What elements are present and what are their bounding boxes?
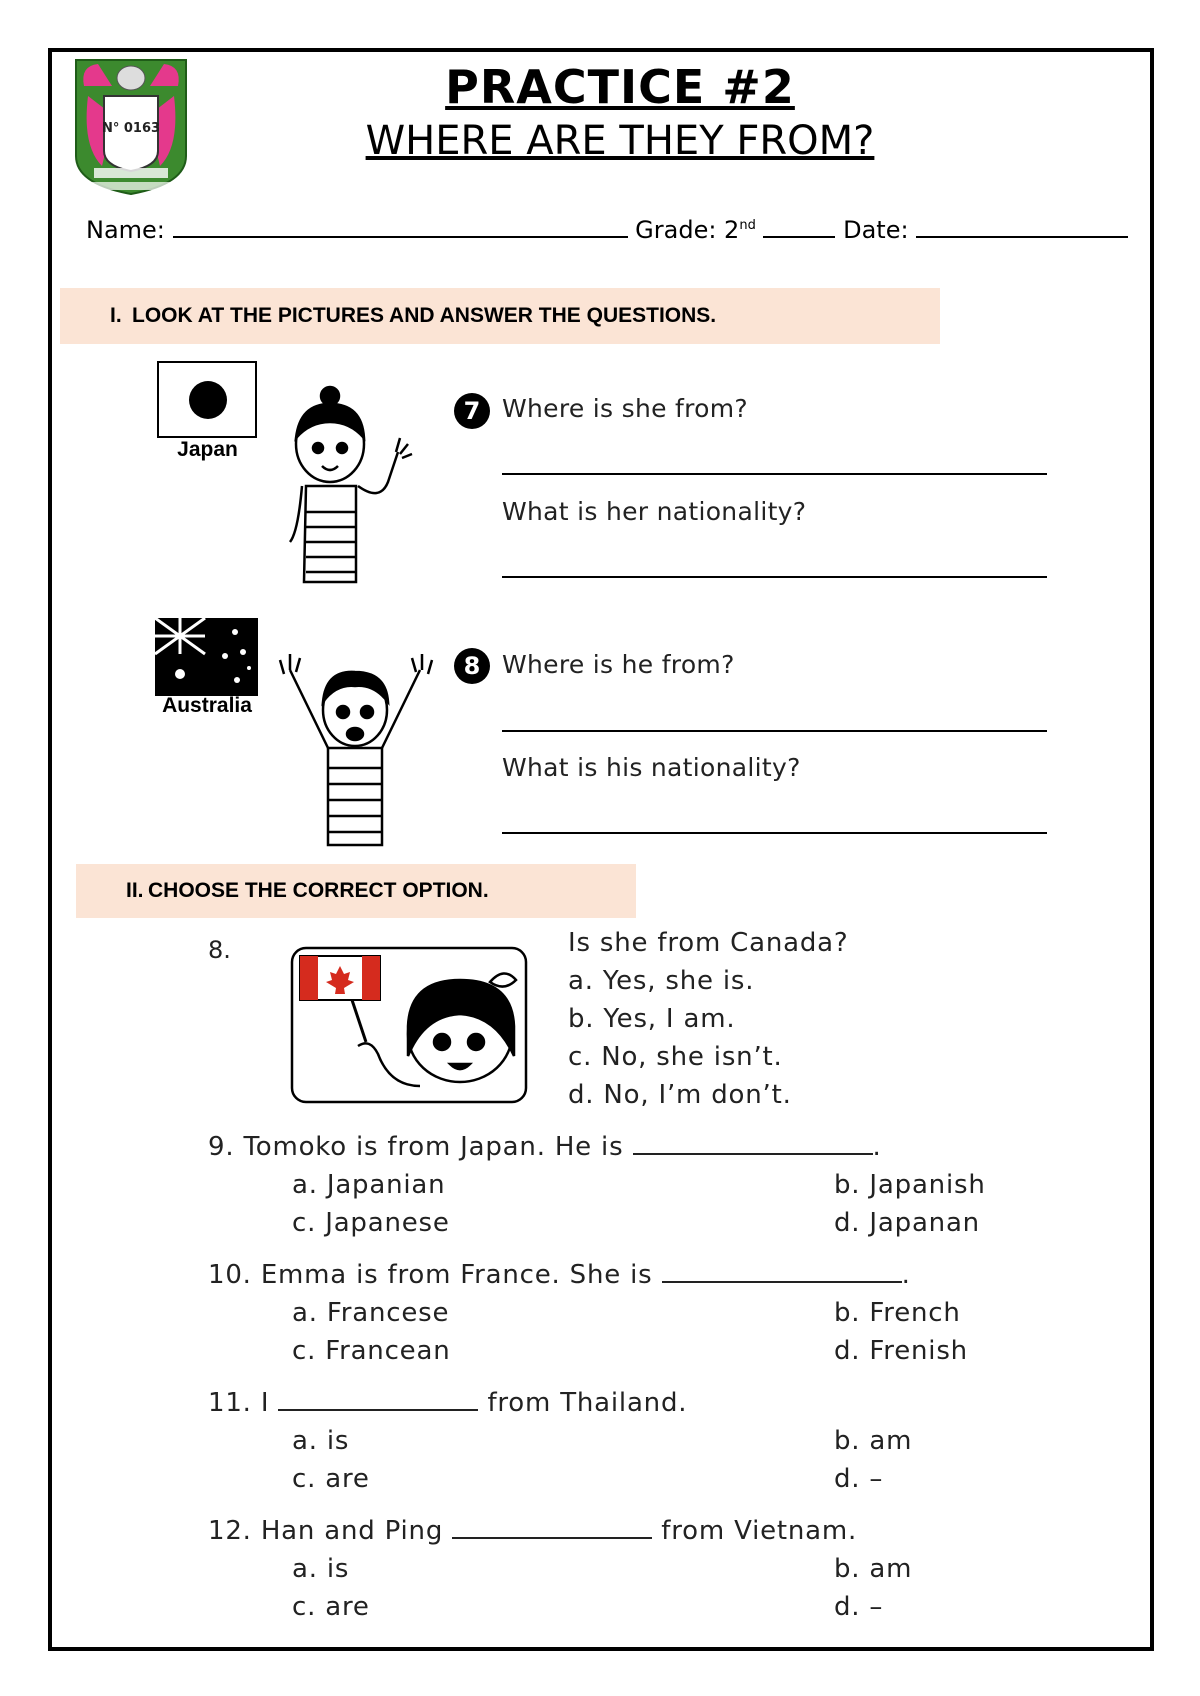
mc-8-question: Is she from Canada? bbox=[568, 928, 849, 958]
section-1-label: LOOK AT THE PICTURES AND ANSWER THE QUESTIONS. bbox=[132, 304, 717, 327]
mc-10-option-a[interactable]: a. Francese bbox=[292, 1298, 450, 1328]
mc-10-text: 10. Emma is from France. She is bbox=[208, 1260, 653, 1290]
question-7-where: Where is she from? bbox=[502, 394, 748, 423]
mc-8-number: 8. bbox=[208, 936, 231, 964]
mc-12-option-a[interactable]: a. is bbox=[292, 1554, 350, 1584]
mc-12-question bbox=[208, 1516, 857, 1546]
school-crest-logo bbox=[72, 56, 190, 196]
page-subtitle: WHERE ARE THEY FROM? bbox=[365, 118, 875, 164]
mc-11-text: 11. I bbox=[208, 1388, 270, 1418]
mc-11-end: from Thailand. bbox=[487, 1388, 688, 1418]
question-7-answer-line-1[interactable] bbox=[502, 473, 1047, 475]
mc-10-option-d[interactable]: d. Frenish bbox=[834, 1336, 968, 1366]
question-7-nationality: What is her nationality? bbox=[502, 497, 807, 526]
grade-label: Grade: 2 bbox=[635, 216, 740, 244]
mc-12-end: from Vietnam. bbox=[661, 1516, 858, 1546]
mc-9-option-a[interactable]: a. Japanian bbox=[292, 1170, 446, 1200]
mc-8-option-d[interactable]: d. No, I’m don’t. bbox=[568, 1080, 792, 1110]
mc-9-option-c[interactable]: c. Japanese bbox=[292, 1208, 450, 1238]
girl-illustration bbox=[280, 382, 430, 592]
mc-10-question bbox=[208, 1260, 911, 1290]
mc-8-option-b[interactable]: b. Yes, I am. bbox=[568, 1004, 736, 1034]
canada-girl-picture bbox=[290, 946, 528, 1104]
page-title: PRACTICE #2 bbox=[445, 60, 795, 114]
mc-9-end: . bbox=[872, 1132, 882, 1162]
section-2-label: CHOOSE THE CORRECT OPTION. bbox=[148, 879, 489, 902]
question-7-badge: 7 bbox=[454, 393, 490, 429]
logo-number: N° 0163 bbox=[101, 121, 161, 136]
question-8-answer-line-2[interactable] bbox=[502, 832, 1047, 834]
mc-12-option-b[interactable]: b. am bbox=[834, 1554, 913, 1584]
student-info-row bbox=[86, 216, 1128, 244]
date-blank[interactable] bbox=[916, 220, 1128, 238]
mc-11-option-c[interactable]: c. are bbox=[292, 1464, 370, 1494]
name-label: Name: bbox=[86, 216, 165, 244]
mc-12-text: 12. Han and Ping bbox=[208, 1516, 444, 1546]
date-label: Date: bbox=[843, 216, 909, 244]
mc-10-option-c[interactable]: c. Francean bbox=[292, 1336, 451, 1366]
mc-10-blank[interactable] bbox=[662, 1263, 902, 1283]
question-7-answer-line-2[interactable] bbox=[502, 576, 1047, 578]
mc-12-option-d[interactable]: d. – bbox=[834, 1592, 884, 1622]
mc-9-option-b[interactable]: b. Japanish bbox=[834, 1170, 986, 1200]
mc-8-option-a[interactable]: a. Yes, she is. bbox=[568, 966, 755, 996]
section-1-header bbox=[60, 288, 940, 344]
mc-12-blank[interactable] bbox=[452, 1519, 652, 1539]
mc-10-option-b[interactable]: b. French bbox=[834, 1298, 961, 1328]
australia-flag-caption: Australia bbox=[162, 694, 252, 717]
question-8-nationality: What is his nationality? bbox=[502, 753, 801, 782]
grade-superscript: nd bbox=[739, 218, 756, 233]
boy-illustration bbox=[270, 650, 440, 850]
japan-flag-caption: Japan bbox=[177, 438, 238, 461]
section-2-header bbox=[76, 864, 636, 918]
mc-11-option-d[interactable]: d. – bbox=[834, 1464, 884, 1494]
mc-12-option-c[interactable]: c. are bbox=[292, 1592, 370, 1622]
mc-11-option-b[interactable]: b. am bbox=[834, 1426, 913, 1456]
mc-9-question bbox=[208, 1132, 882, 1162]
mc-9-text: 9. Tomoko is from Japan. He is bbox=[208, 1132, 624, 1162]
mc-9-blank[interactable] bbox=[633, 1135, 873, 1155]
mc-11-blank[interactable] bbox=[278, 1391, 478, 1411]
japan-flag bbox=[157, 361, 257, 438]
mc-10-end: . bbox=[901, 1260, 911, 1290]
grade-blank[interactable] bbox=[763, 220, 835, 238]
mc-8-option-c[interactable]: c. No, she isn’t. bbox=[568, 1042, 783, 1072]
mc-11-question bbox=[208, 1388, 687, 1418]
mc-9-option-d[interactable]: d. Japanan bbox=[834, 1208, 980, 1238]
question-8-badge: 8 bbox=[454, 648, 490, 684]
mc-11-option-a[interactable]: a. is bbox=[292, 1426, 350, 1456]
question-8-answer-line-1[interactable] bbox=[502, 730, 1047, 732]
section-2-number: II. bbox=[126, 879, 144, 902]
name-blank[interactable] bbox=[173, 220, 628, 238]
australia-flag bbox=[155, 618, 258, 696]
section-1-number: I. bbox=[110, 304, 122, 327]
question-8-where: Where is he from? bbox=[502, 650, 735, 679]
